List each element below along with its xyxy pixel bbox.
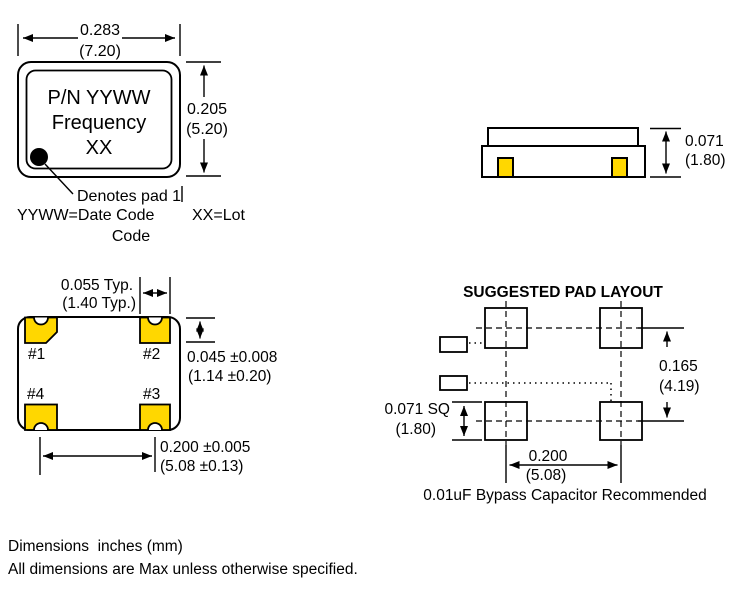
width-dim-inches: 0.283: [79, 22, 121, 39]
pad-1-notch: [34, 318, 48, 325]
pad1-dot: [30, 148, 48, 166]
pad-pitch-dimension: [40, 437, 250, 475]
pad-2-notch: [148, 318, 162, 325]
row-pitch-dim-mm: (4.19): [659, 378, 700, 395]
marking-line-2: Frequency: [51, 112, 147, 134]
pad-3-notch: [148, 423, 162, 430]
marking-line-1: P/N YYWW: [47, 87, 151, 109]
pad-width-dimension: [61, 277, 170, 314]
column-pitch-dim-inches: 0.200: [528, 448, 568, 465]
row-pitch-dimension: [659, 332, 700, 418]
pad-2-label: #2: [143, 346, 161, 363]
pad-1-label: #1: [28, 346, 46, 363]
height-dim-mm: (5.20): [186, 121, 228, 138]
pad-size-dim-mm: (1.80): [395, 421, 436, 438]
column-pitch-dimension: [510, 448, 618, 484]
pad-size-dim-inches: 0.071 SQ: [384, 401, 450, 418]
pad-width-dim-mm: (1.40 Typ.): [62, 295, 136, 312]
bypass-capacitor-note: 0.01uF Bypass Capacitor Recommended: [423, 487, 707, 504]
side-height-dim-inches: 0.071: [685, 133, 724, 150]
pad-pitch-dim-mm: (5.08 ±0.13): [160, 458, 244, 475]
side-view-height-dimension: [650, 129, 726, 178]
max-dimensions-note: All dimensions are Max unless otherwise specified.: [8, 561, 358, 578]
width-dim-mm: (7.20): [79, 43, 121, 60]
column-pitch-dim-mm: (5.08): [525, 467, 567, 484]
bottom-view: [18, 277, 277, 475]
pad-height-dimension: [186, 318, 277, 385]
pad-4-notch: [34, 423, 48, 430]
side-pad-right: [612, 158, 627, 177]
pad-size-dimension: [385, 401, 483, 440]
pad-layout: [385, 284, 707, 504]
pad-width-dim-inches: 0.055 Typ.: [60, 277, 133, 294]
lot-code-note-wrap: Code: [111, 228, 151, 245]
side-height-dim-mm: (1.80): [685, 152, 726, 169]
marking-line-3: XX: [85, 137, 113, 159]
pad-height-dim-inches: 0.045 ±0.008: [187, 349, 278, 366]
top-view: [17, 22, 245, 245]
pad1-note: Denotes pad 1: [77, 188, 182, 205]
units-note: Dimensions inches (mm): [8, 538, 183, 555]
top-view-width-dimension: [18, 22, 180, 60]
date-code-note: YYWW=Date Code: [17, 207, 155, 224]
row-pitch-dim-inches: 0.165: [659, 358, 698, 375]
lid-outline: [488, 128, 638, 146]
bypass-cap-pad-2: [440, 376, 467, 390]
top-view-height-dimension: [186, 62, 228, 176]
height-dim-inches: 0.205: [186, 101, 228, 118]
pad-4-label: #4: [27, 386, 45, 403]
bypass-cap-pad-1: [440, 337, 467, 352]
side-pad-left: [498, 158, 513, 177]
pad-height-dim-mm: (1.14 ±0.20): [188, 368, 272, 385]
side-view: [482, 128, 726, 177]
pad-pitch-dim-inches: 0.200 ±0.005: [160, 439, 251, 456]
pad-3-label: #3: [143, 386, 161, 403]
lot-code-note: XX=Lot: [192, 207, 245, 224]
footer-notes: [8, 538, 358, 578]
pad-layout-title: SUGGESTED PAD LAYOUT: [463, 284, 663, 301]
